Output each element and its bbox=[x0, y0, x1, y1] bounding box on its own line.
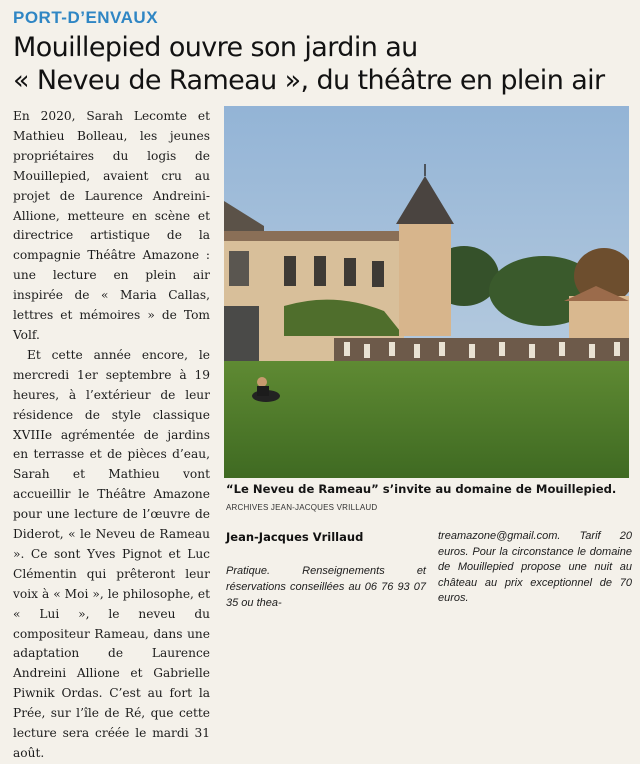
chateau-garden-illustration bbox=[224, 106, 629, 478]
practical-info-left: Pratique. Renseignements et réservations conseillées au 06 76 93 07 35 ou thea- bbox=[226, 565, 426, 609]
practical-info-right: treamazone@gmail.com. Tarif 20 euros. Pour la circonstance le domaine de Mouillepied propose une nuit au château au prix exceptionnel de 70 euros. bbox=[438, 530, 632, 604]
headline-line-1: Mouillepied ouvre son jardin au bbox=[13, 32, 418, 63]
article-body bbox=[13, 107, 210, 764]
article-author: Jean-Jacques Vrillaud bbox=[226, 530, 364, 544]
photo-credit: ARCHIVES JEAN-JACQUES VRILLAUD bbox=[226, 503, 378, 512]
article-photo bbox=[224, 106, 629, 478]
article-headline bbox=[13, 31, 633, 97]
headline-line-2: « Neveu de Rameau », du théâtre en plein air bbox=[13, 65, 605, 96]
body-paragraph-2: Et cette année encore, le mercredi 1er septembre à 19 heures, à l’extérieur de leur résidence de style classique XVIIIe agrémentée de jardins en terrasse et de pièces d’eau, Sarah et Mathieu vont accueillir le Théâtre Amazone pour une lecture de l’œuvre de Diderot, « le Neveu de Rameau ». Ce sont Yves Pignot et Luc Clémentin qui prêteront leur voix à « Moi », le philosophe, et « Lui », le neveu du compositeur Rameau, dans une adaptation de Laurence Andreini Allione et Gabrielle Piwnik Ordas. C’est au fort la Prée, sur l’île de Ré, que cette lecture sera créée le mardi 31 août. bbox=[13, 347, 210, 760]
section-kicker: PORT-D’ENVAUX bbox=[13, 8, 159, 27]
photo-caption: “Le Neveu de Rameau” s’invite au domaine de Mouillepied. bbox=[226, 482, 617, 496]
body-paragraph-1: En 2020, Sarah Lecomte et Mathieu Bolleau, les jeunes propriétaires du logis de Mouillepied, avaient cru au projet de Laurence Andreini-Allione, metteure en scène et directrice artistique de la compagnie Théâtre Amazone : une lecture en plein air inspirée de « Maria Callas, lettres et mémoires » de Tom Volf. bbox=[13, 109, 210, 342]
